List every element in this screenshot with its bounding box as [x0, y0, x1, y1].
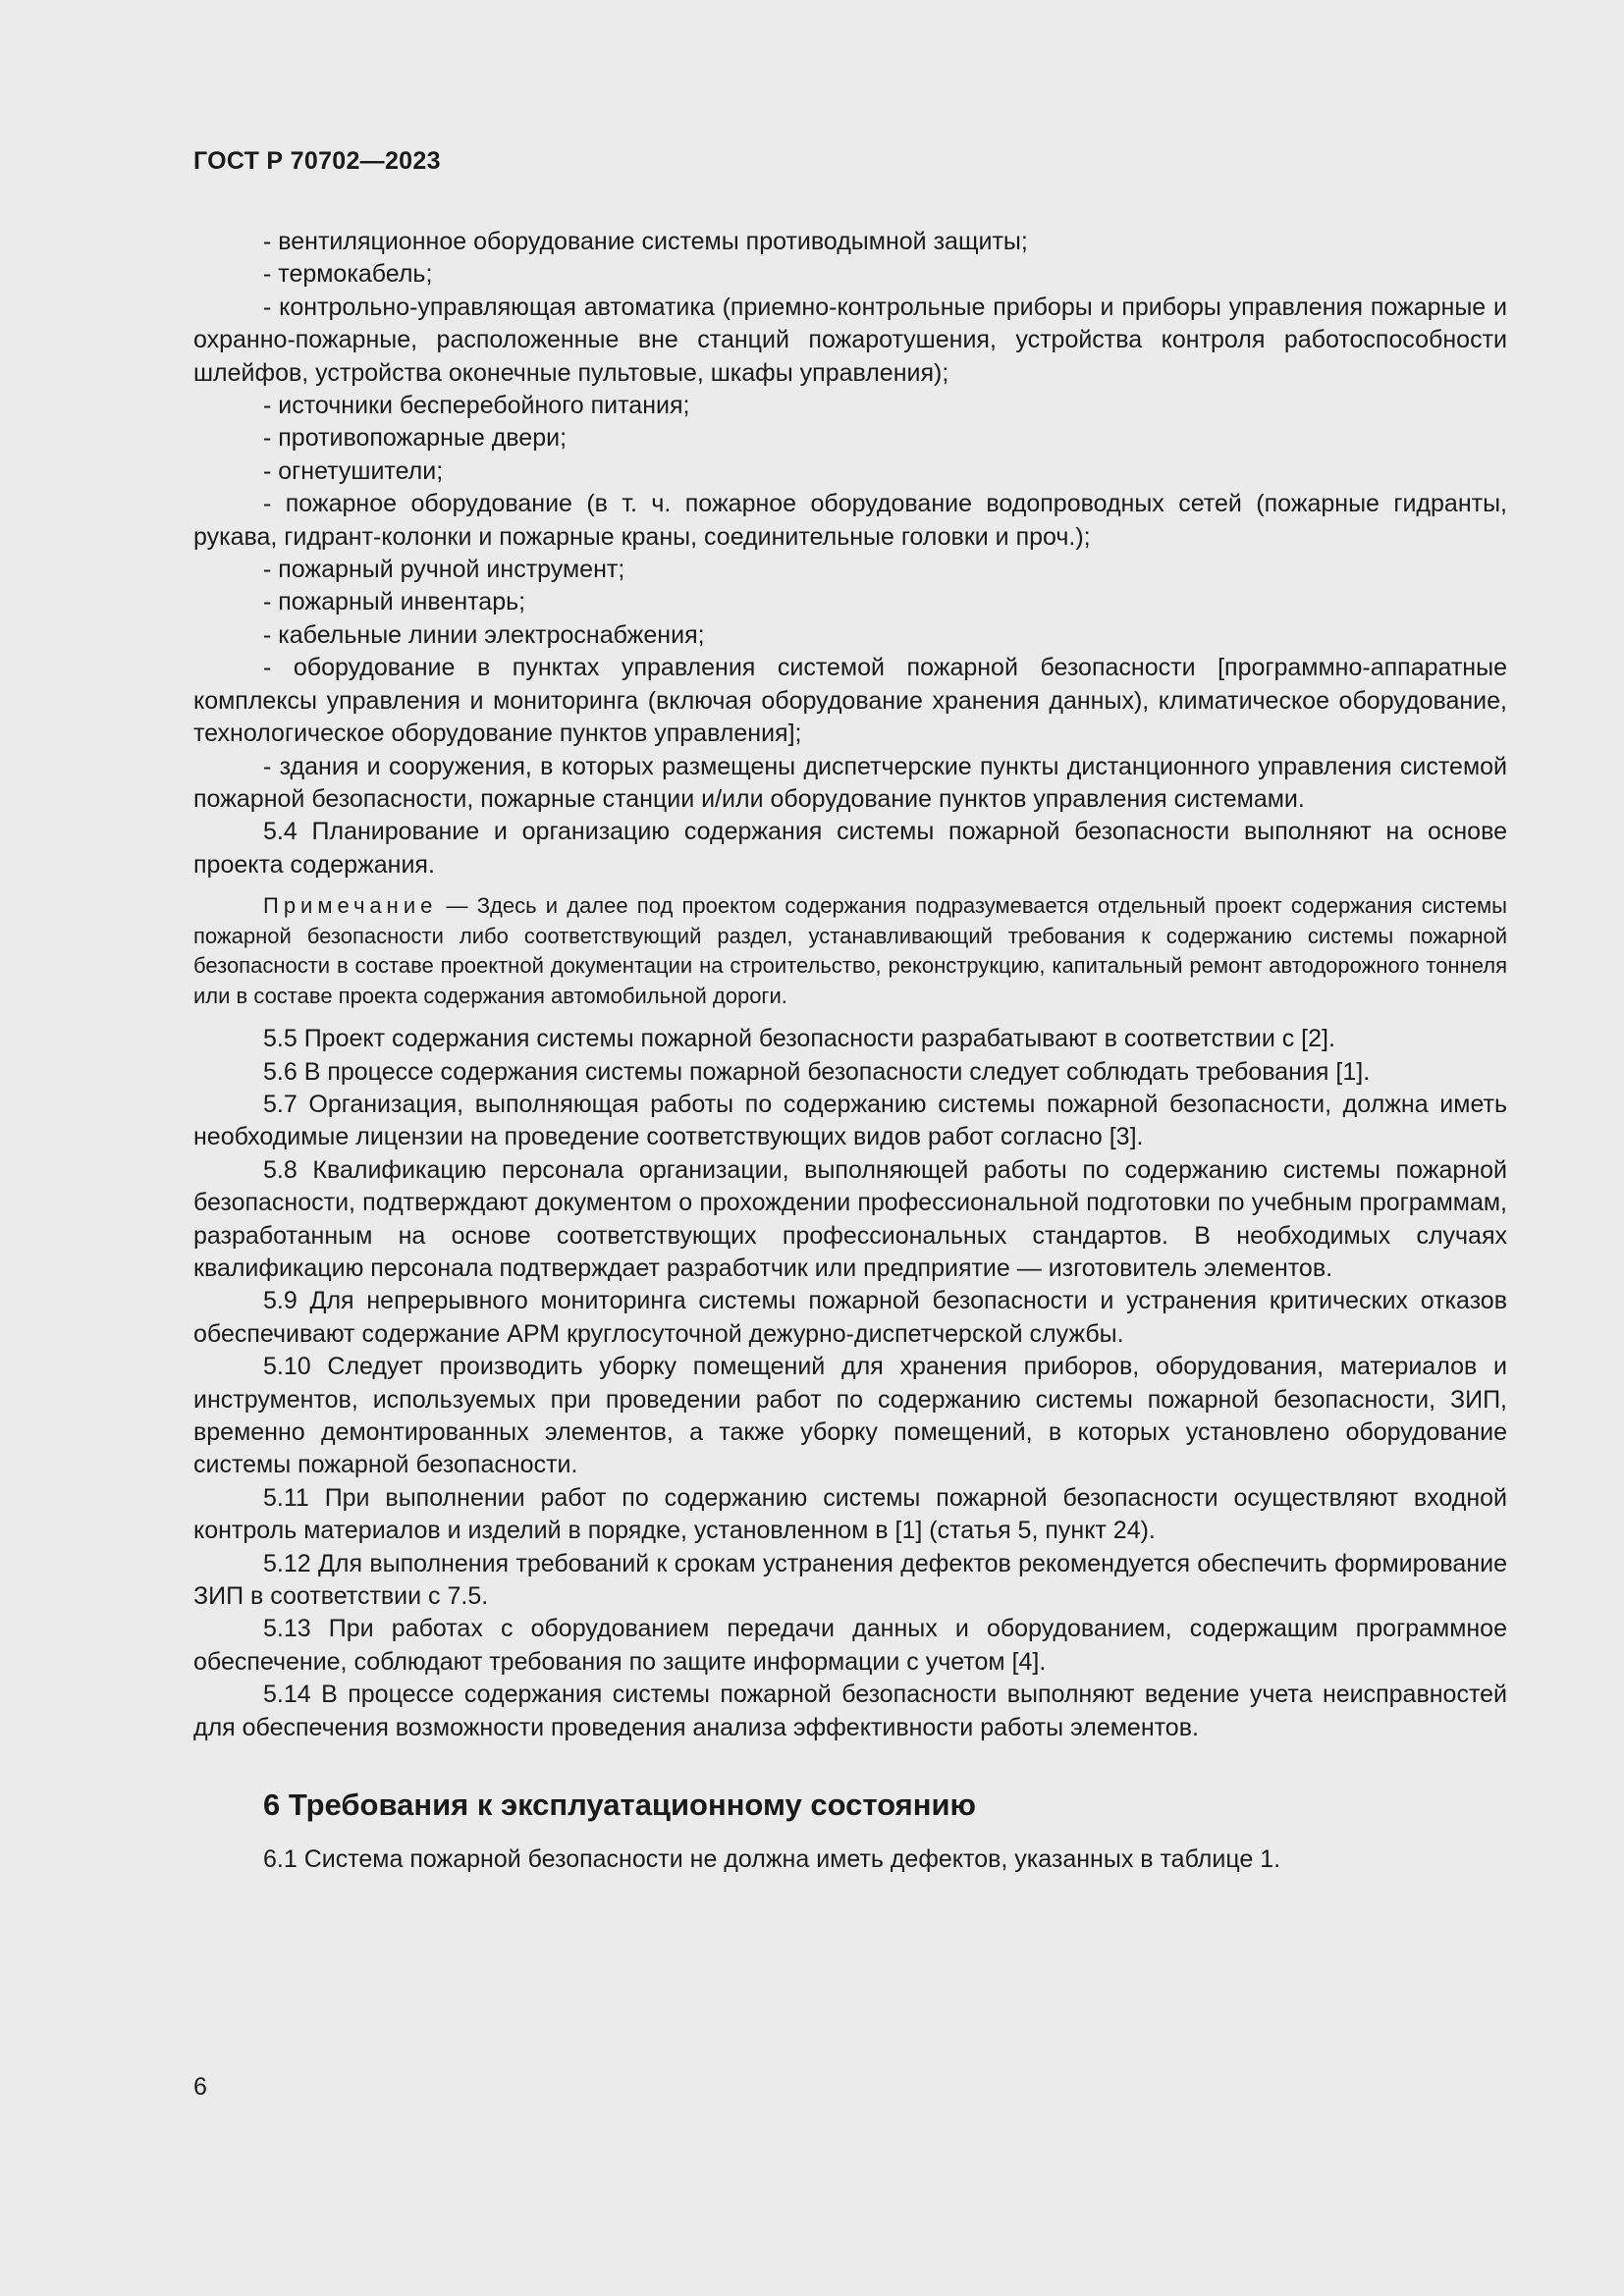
- page-number: 6: [193, 2073, 207, 2101]
- paragraph: 5.13 При работах с оборудованием передачи данных и оборудованием, содержащим программное обеспечение, соблюдают требования по защите информации с учетом [4].: [193, 1615, 1507, 1676]
- paragraph: 6.1 Система пожарной безопасности не должна иметь дефектов, указанных в таблице 1.: [263, 1845, 1281, 1874]
- note-label: Примечание: [263, 893, 438, 919]
- paragraph: 5.5 Проект содержания системы пожарной безопасности разрабатывают в соответствии с [2].: [263, 1025, 1335, 1053]
- paragraph: - оборудование в пунктах управления системой пожарной безопасности [программно-аппаратные комплексы управления и мониторинга (включая оборудование хранения данных), климатическое оборудование, технологическое оборудование пунктов управления];: [193, 654, 1507, 748]
- section-heading: 6 Требования к эксплуатационному состоянию: [263, 1788, 976, 1823]
- paragraph: 5.10 Следует производить уборку помещений для хранения приборов, оборудования, материалов и инструментов, используемых при проведении работ по содержанию системы пожарной безопасности, ЗИП, временно демонтированных элементов, а также уборку помещений, в которых установлено оборудование системы пожарной безопасности.: [193, 1353, 1507, 1479]
- paragraph: - здания и сооружения, в которых размещены диспетчерские пункты дистанционного управления системой пожарной безопасности, пожарные станции и/или оборудование пунктов управления системами.: [193, 752, 1507, 813]
- paragraph: 5.8 Квалификацию персонала организации, выполняющей работы по содержанию системы пожарной безопасности, подтверждают документом о прохождении профессиональной подготовки по учебным программам, разработанным на основе соответствующих профессиональных стандартов. В необходимых случаях квалификацию персонала подтверждает разработчик или предприятие — изготовитель элементов.: [193, 1155, 1507, 1282]
- document-header: ГОСТ Р 70702—2023: [193, 147, 441, 175]
- paragraph: 5.9 Для непрерывного мониторинга системы пожарной безопасности и устранения критических отказов обеспечивают содержание АРМ круглосуточной дежурно-диспетчерской службы.: [193, 1287, 1507, 1348]
- paragraph: 5.12 Для выполнения требований к срокам устранения дефектов рекомендуется обеспечить формирование ЗИП в соответствии с 7.5.: [193, 1549, 1507, 1611]
- paragraph: - пожарный инвентарь;: [263, 588, 526, 616]
- paragraph: 5.4 Планирование и организацию содержания системы пожарной безопасности выполняют на основе проекта содержания.: [193, 818, 1507, 879]
- paragraph: 5.11 При выполнении работ по содержанию системы пожарной безопасности осуществляют входной контроль материалов и изделий в порядке, установленном в [1] (статья 5, пункт 24).: [193, 1483, 1507, 1545]
- note-text: Здесь и далее под проектом содержания подразумевается отдельный проект содержания системы пожарной безопасности либо соответствующий раздел, устанавливающий требования к содержанию системы пожарной безопасности в составе проектной документации на строительство, реконструкцию, капитальный ремонт автодорожного тоннеля или в составе проекта содержания автомобильной дороги.: [193, 893, 1507, 1008]
- paragraph: 5.6 В процессе содержания системы пожарной безопасности следует соблюдать требования [1].: [263, 1057, 1371, 1086]
- paragraph: - контрольно-управляющая автоматика (приемно-контрольные приборы и приборы управления пожарные и охранно-пожарные, расположенные вне станций пожаротушения, устройства контроля работоспособности шлейфов, устройства оконечные пультовые, шкафы управления);: [193, 293, 1507, 387]
- paragraph: - пожарный ручной инструмент;: [263, 556, 625, 584]
- note-dash: —: [437, 893, 477, 919]
- paragraph: - источники бесперебойного питания;: [263, 392, 690, 420]
- paragraph: 5.14 В процессе содержания системы пожарной безопасности выполняют ведение учета неисправностей для обеспечения возможности проведения анализа эффективности работы элементов.: [193, 1681, 1507, 1741]
- paragraph: - термокабель;: [263, 260, 433, 289]
- paragraph: - огнетушители;: [263, 456, 444, 485]
- paragraph: - пожарное оборудование (в т. ч. пожарное оборудование водопроводных сетей (пожарные гидранты, рукава, гидрант-колонки и пожарные краны, соединительные головки и проч.);: [193, 490, 1507, 551]
- paragraph: - вентиляционное оборудование системы противодымной защиты;: [263, 228, 1028, 255]
- paragraph: - противопожарные двери;: [263, 424, 568, 453]
- paragraph: 5.7 Организация, выполняющая работы по содержанию системы пожарной безопасности, должна иметь необходимые лицензии на проведение соответствующих видов работ согласно [3].: [193, 1090, 1507, 1151]
- note: [193, 891, 1507, 1011]
- document-body: [193, 226, 1507, 1876]
- paragraph: - кабельные линии электроснабжения;: [263, 620, 705, 649]
